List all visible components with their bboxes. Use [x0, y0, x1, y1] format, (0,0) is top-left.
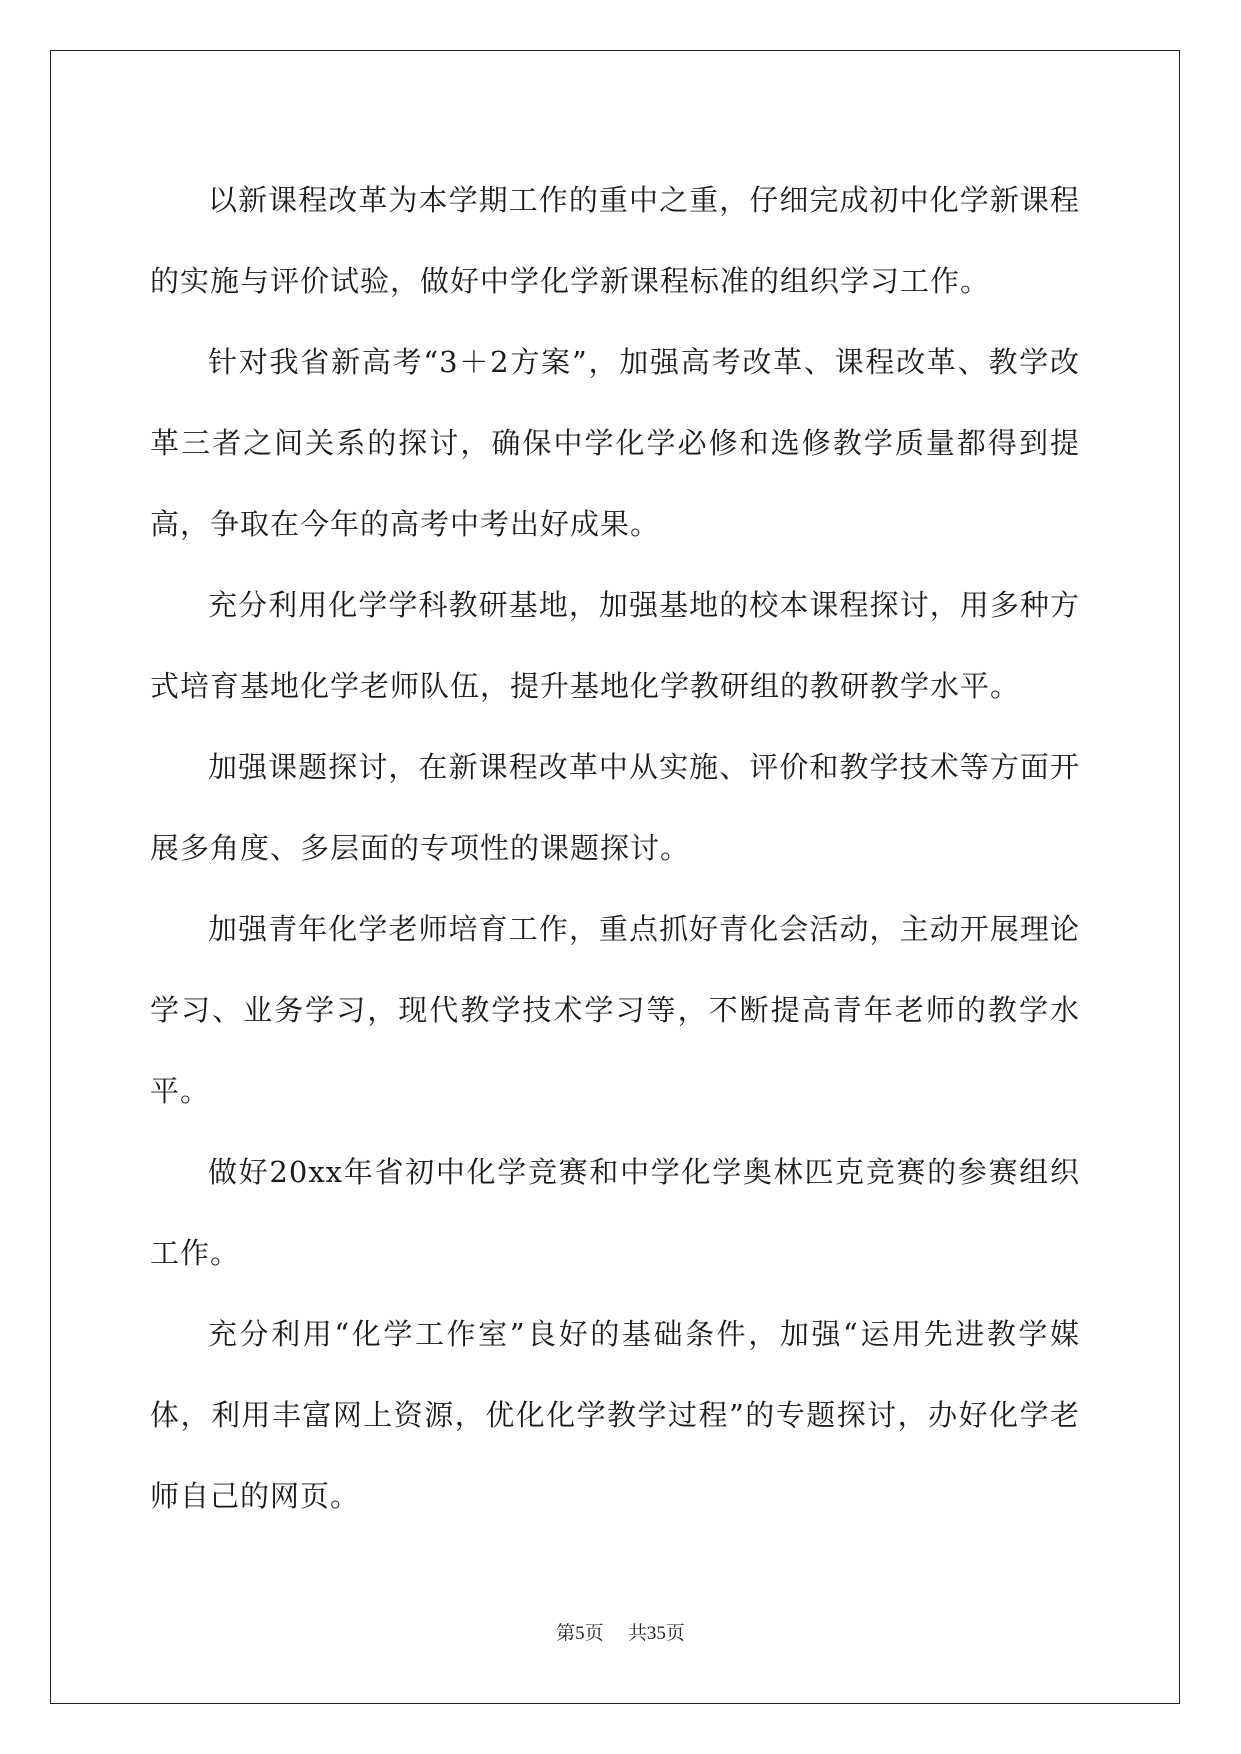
paragraph: 充分利用化学学科教研基地，加强基地的校本课程探讨，用多种方式培育基地化学老师队伍，提升基地化学教研组的教研教学水平。: [150, 588, 1080, 703]
document-body: [150, 160, 1080, 1537]
paragraph: 加强青年化学老师培育工作，重点抓好青化会活动，主动开展理论学习、业务学习，现代教学技术学习等，不断提高青年老师的教学水平。: [150, 912, 1080, 1108]
total-prefix: 共: [627, 1622, 647, 1644]
paragraph: 做好20xx年省初中化学竞赛和中学化学奥林匹克竞赛的参赛组织工作。: [150, 1155, 1080, 1270]
page-number: 5: [575, 1623, 585, 1644]
paragraph: 加强课题探讨，在新课程改革中从实施、评价和教学技术等方面开展多角度、多层面的专项性的课题探讨。: [150, 750, 1080, 865]
total-pages: 35: [646, 1623, 666, 1644]
paragraph: 针对我省新高考“3＋2方案”，加强高考改革、课程改革、教学改革三者之间关系的探讨，确保中学化学必修和选修教学质量都得到提高，争取在今年的高考中考出好成果。: [150, 345, 1080, 541]
page-prefix: 第: [556, 1622, 576, 1644]
paragraph: 以新课程改革为本学期工作的重中之重，仔细完成初中化学新课程的实施与评价试验，做好中学化学新课程标准的组织学习工作。: [150, 183, 1080, 298]
page-footer: [0, 1618, 1241, 1645]
page-suffix: 页: [584, 1622, 604, 1644]
total-suffix: 页: [665, 1622, 685, 1644]
paragraph: 充分利用“化学工作室”良好的基础条件，加强“运用先进教学媒体，利用丰富网上资源，优化化学教学过程”的专题探讨，办好化学老师自己的网页。: [150, 1317, 1080, 1513]
